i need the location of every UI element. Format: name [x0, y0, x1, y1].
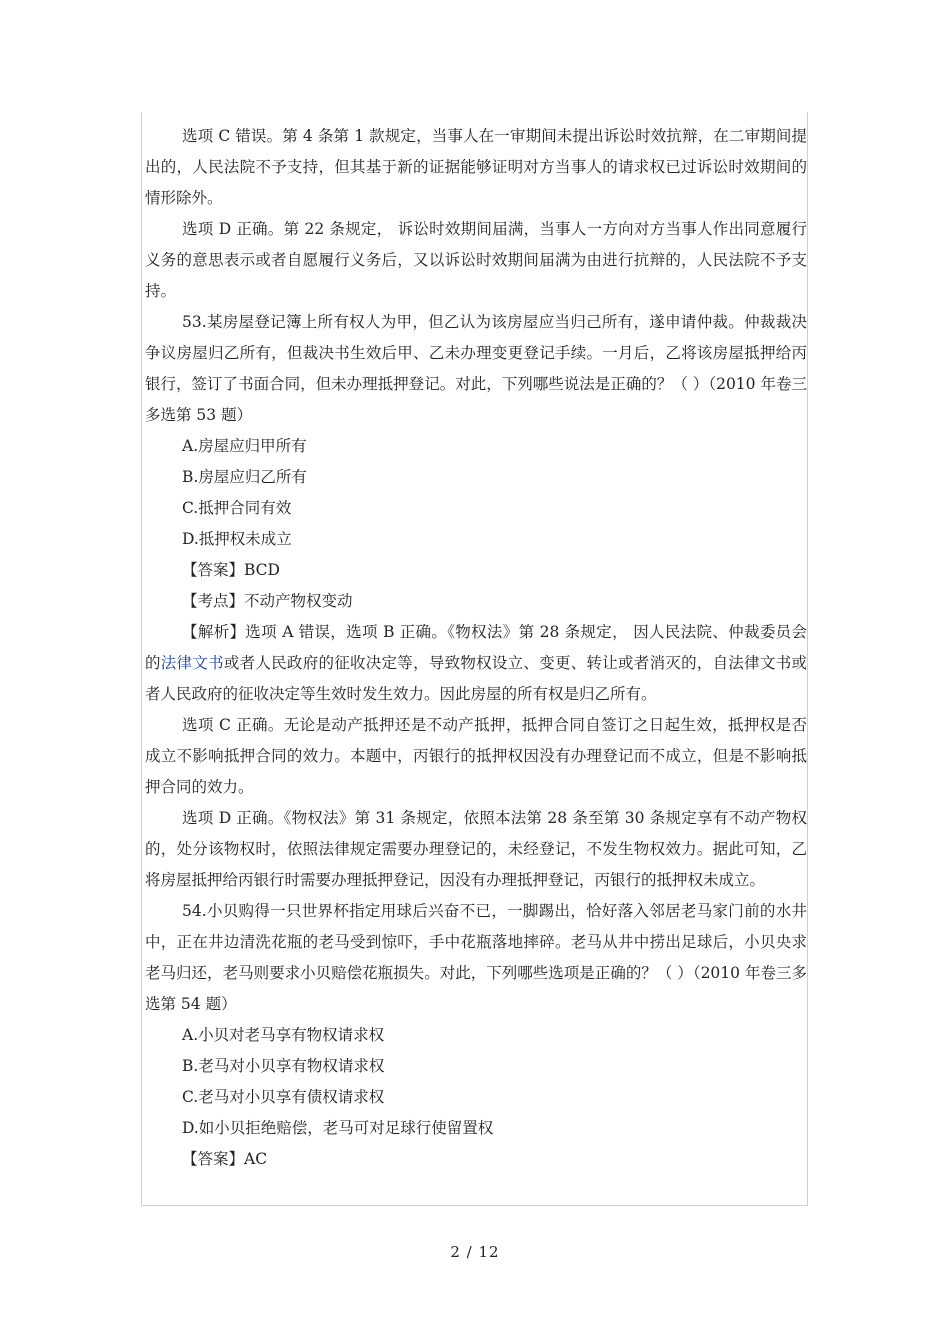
- q54-option-c: C.老马对小贝享有债权请求权: [182, 1088, 385, 1106]
- q53-option-a: A.房屋应归甲所有: [182, 437, 307, 455]
- q53-option-c-analysis: 选项 C 正确。无论是动产抵押还是不动产抵押，抵押合同自签订之日起生效，抵押权是否成立不影响抵押合同的效力。本题中，丙银行的抵押权因没有办理登记而不成立，但是不影响抵押合同的效力。: [145, 716, 807, 796]
- q53-analysis-before: 【解析】选项 A 错误，选项 B 正确。《物权法》第 28 条规定， 因人民法院、仲裁委员会的: [145, 623, 807, 672]
- q53-option-d-analysis: 选项 D 正确。《物权法》第 31 条规定，依照本法第 28 条至第 30 条规定享有不动产物权的，处分该物权时，依照法律规定需要办理登记的，未经登记，不发生物权效力。据此可知，乙将房屋抵押给丙银行时需要办理抵押登记，因没有办理抵押登记，丙银行的抵押权未成立。: [145, 809, 807, 889]
- question-53: 53.某房屋登记簿上所有权人为甲，但乙认为该房屋应当归己所有，遂申请仲裁。仲裁裁决争议房屋归乙所有，但裁决书生效后甲、乙未办理变更登记手续。一月后，乙将该房屋抵押给丙银行，签订了书面合同，但未办理抵押登记。对此，下列哪些说法是正确的？（ ）（2010 年卷三多选第 53 题）: [145, 313, 807, 424]
- page-number: 2 / 12: [450, 1243, 500, 1261]
- q53-option-d: D.抵押权未成立: [182, 530, 292, 548]
- q54-option-d: D.如小贝拒绝赔偿，老马可对足球行使留置权: [182, 1119, 494, 1137]
- q53-option-c: C.抵押合同有效: [182, 499, 292, 517]
- q54-option-b: B.老马对小贝享有物权请求权: [182, 1057, 385, 1075]
- q53-analysis-after: 或者人民政府的征收决定等，导致物权设立、变更、转让或者消灭的，自法律文书或者人民政府的征收决定等生效时发生效力。因此房屋的所有权是归乙所有。: [145, 654, 807, 703]
- paragraph-option-d-analysis: 选项 D 正确。第 22 条规定， 诉讼时效期间届满，当事人一方向对方当事人作出同意履行义务的意思表示或者自愿履行义务后，又以诉讼时效期间届满为由进行抗辩的，人民法院不予支持。: [145, 220, 807, 300]
- document-body: [145, 121, 807, 1175]
- q54-option-a: A.小贝对老马享有物权请求权: [182, 1026, 385, 1044]
- question-54: 54.小贝购得一只世界杯指定用球后兴奋不已，一脚踢出，恰好落入邻居老马家门前的水井中，正在井边清洗花瓶的老马受到惊吓，手中花瓶落地摔碎。老马从井中捞出足球后，小贝央求老马归还，老马则要求小贝赔偿花瓶损失。对此，下列哪些选项是正确的？（ ）（2010 年卷三多选第 54 题）: [145, 902, 807, 1013]
- q53-analysis: [145, 617, 807, 710]
- legal-document-link[interactable]: 法律文书: [160, 654, 224, 672]
- q53-option-b: B.房屋应归乙所有: [182, 468, 307, 486]
- q53-topic: 【考点】不动产物权变动: [182, 592, 353, 610]
- paragraph-option-c-analysis: 选项 C 错误。第 4 条第 1 款规定，当事人在一审期间未提出诉讼时效抗辩，在二审期间提出的，人民法院不予支持，但其基于新的证据能够证明对方当事人的请求权已过诉讼时效期间的情形除外。: [145, 127, 807, 207]
- q54-answer: 【答案】AC: [182, 1150, 268, 1168]
- q53-answer: 【答案】BCD: [182, 561, 280, 579]
